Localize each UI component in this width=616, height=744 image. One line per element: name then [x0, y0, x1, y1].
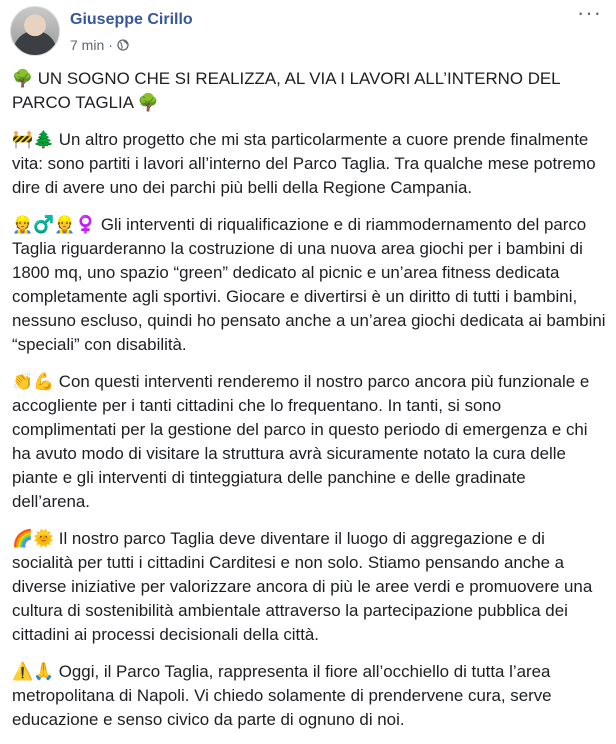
paragraph-text: Gli interventi di riqualificazione e di riammodernamento del parco Taglia riguarderanno la costruzione di una nuova area giochi per i bambini di 1800 mq, uno spazio “green” dedicato al picnic e un’area fitness dedicata completamente agli sportivi. Giocare e divertirsi è un diritto di tutti i bambini, nessuno escluso, quindi ho pensato anche a un’area giochi dedicata ai bambini “speciali” con disabilità. [12, 215, 611, 354]
tree-emoji-icon: 🌳 [12, 68, 34, 88]
paragraph-text: Oggi, il Parco Taglia, rappresenta il fiore all’occhiello di tutta l’area metropolitana di Napoli. Vi chiedo solamente di prendervene cura, serve educazione e senso civico da parte di ognuno di noi. [12, 662, 557, 729]
paragraph-text: UN SOGNO CHE SI REALIZZA, AL VIA I LAVORI ALL’INTERNO DEL PARCO TAGLIA 🌳 [12, 69, 565, 112]
rainbow-sun-emoji-icon: 🌈🌞 [12, 528, 55, 548]
post-paragraph-5 [12, 526, 608, 647]
globe-icon[interactable] [117, 39, 129, 51]
post-header [10, 6, 193, 58]
post-paragraph-4 [12, 369, 608, 514]
workers-emoji-icon: 👷♂️👷♀️ [12, 214, 97, 234]
post-body [12, 66, 611, 744]
avatar[interactable] [10, 6, 60, 56]
paragraph-text: Con questi interventi renderemo il nostro parco ancora più funzionale e accogliente per i tanti cittadini che lo frequentano. In tanti, si sono complimentati per la gestione del parco in questo periodo di emergenza e chi ha avuto modo di visitare la struttura avrà sicuramente notato la cura delle piante e gli interventi di tinteggiatura delle panchine e delle gradinate dell’arena. [12, 372, 594, 511]
separator-dot: · [108, 37, 113, 53]
post-paragraph-2 [12, 127, 608, 200]
paragraph-text: Un altro progetto che mi sta particolarmente a cuore prende finalmente vita: sono partiti i lavori all’interno del Parco Taglia. Tra qualche mese potremo dire di avere uno dei parchi più belli della Regione Campania. [12, 130, 601, 197]
post-paragraph-1 [12, 66, 608, 115]
clap-muscle-emoji-icon: 👏💪 [12, 371, 55, 391]
construction-tree-emoji-icon: 🚧🌲 [12, 129, 55, 149]
paragraph-text: Il nostro parco Taglia deve diventare il luogo di aggregazione e di socialità per tutti i cittadini Carditesi e non solo. Stiamo pensando anche a diverse iniziative per valorizzare ancora di più le aree verdi e promuovere una cultura di sostenibilità ambientale attraverso la partecipazione pubblica dei cittadini ai processi decisionali della città. [12, 529, 597, 644]
post-subline [70, 36, 193, 54]
post-paragraph-3 [12, 212, 611, 357]
post-meta [70, 10, 193, 54]
author-name[interactable]: Giuseppe Cirillo [70, 11, 193, 28]
post-paragraph-6 [12, 659, 608, 732]
more-options-icon[interactable]: ··· [577, 0, 602, 25]
warning-pray-emoji-icon: ⚠️🙏 [12, 661, 55, 681]
post-timestamp[interactable]: 7 min [70, 37, 105, 53]
